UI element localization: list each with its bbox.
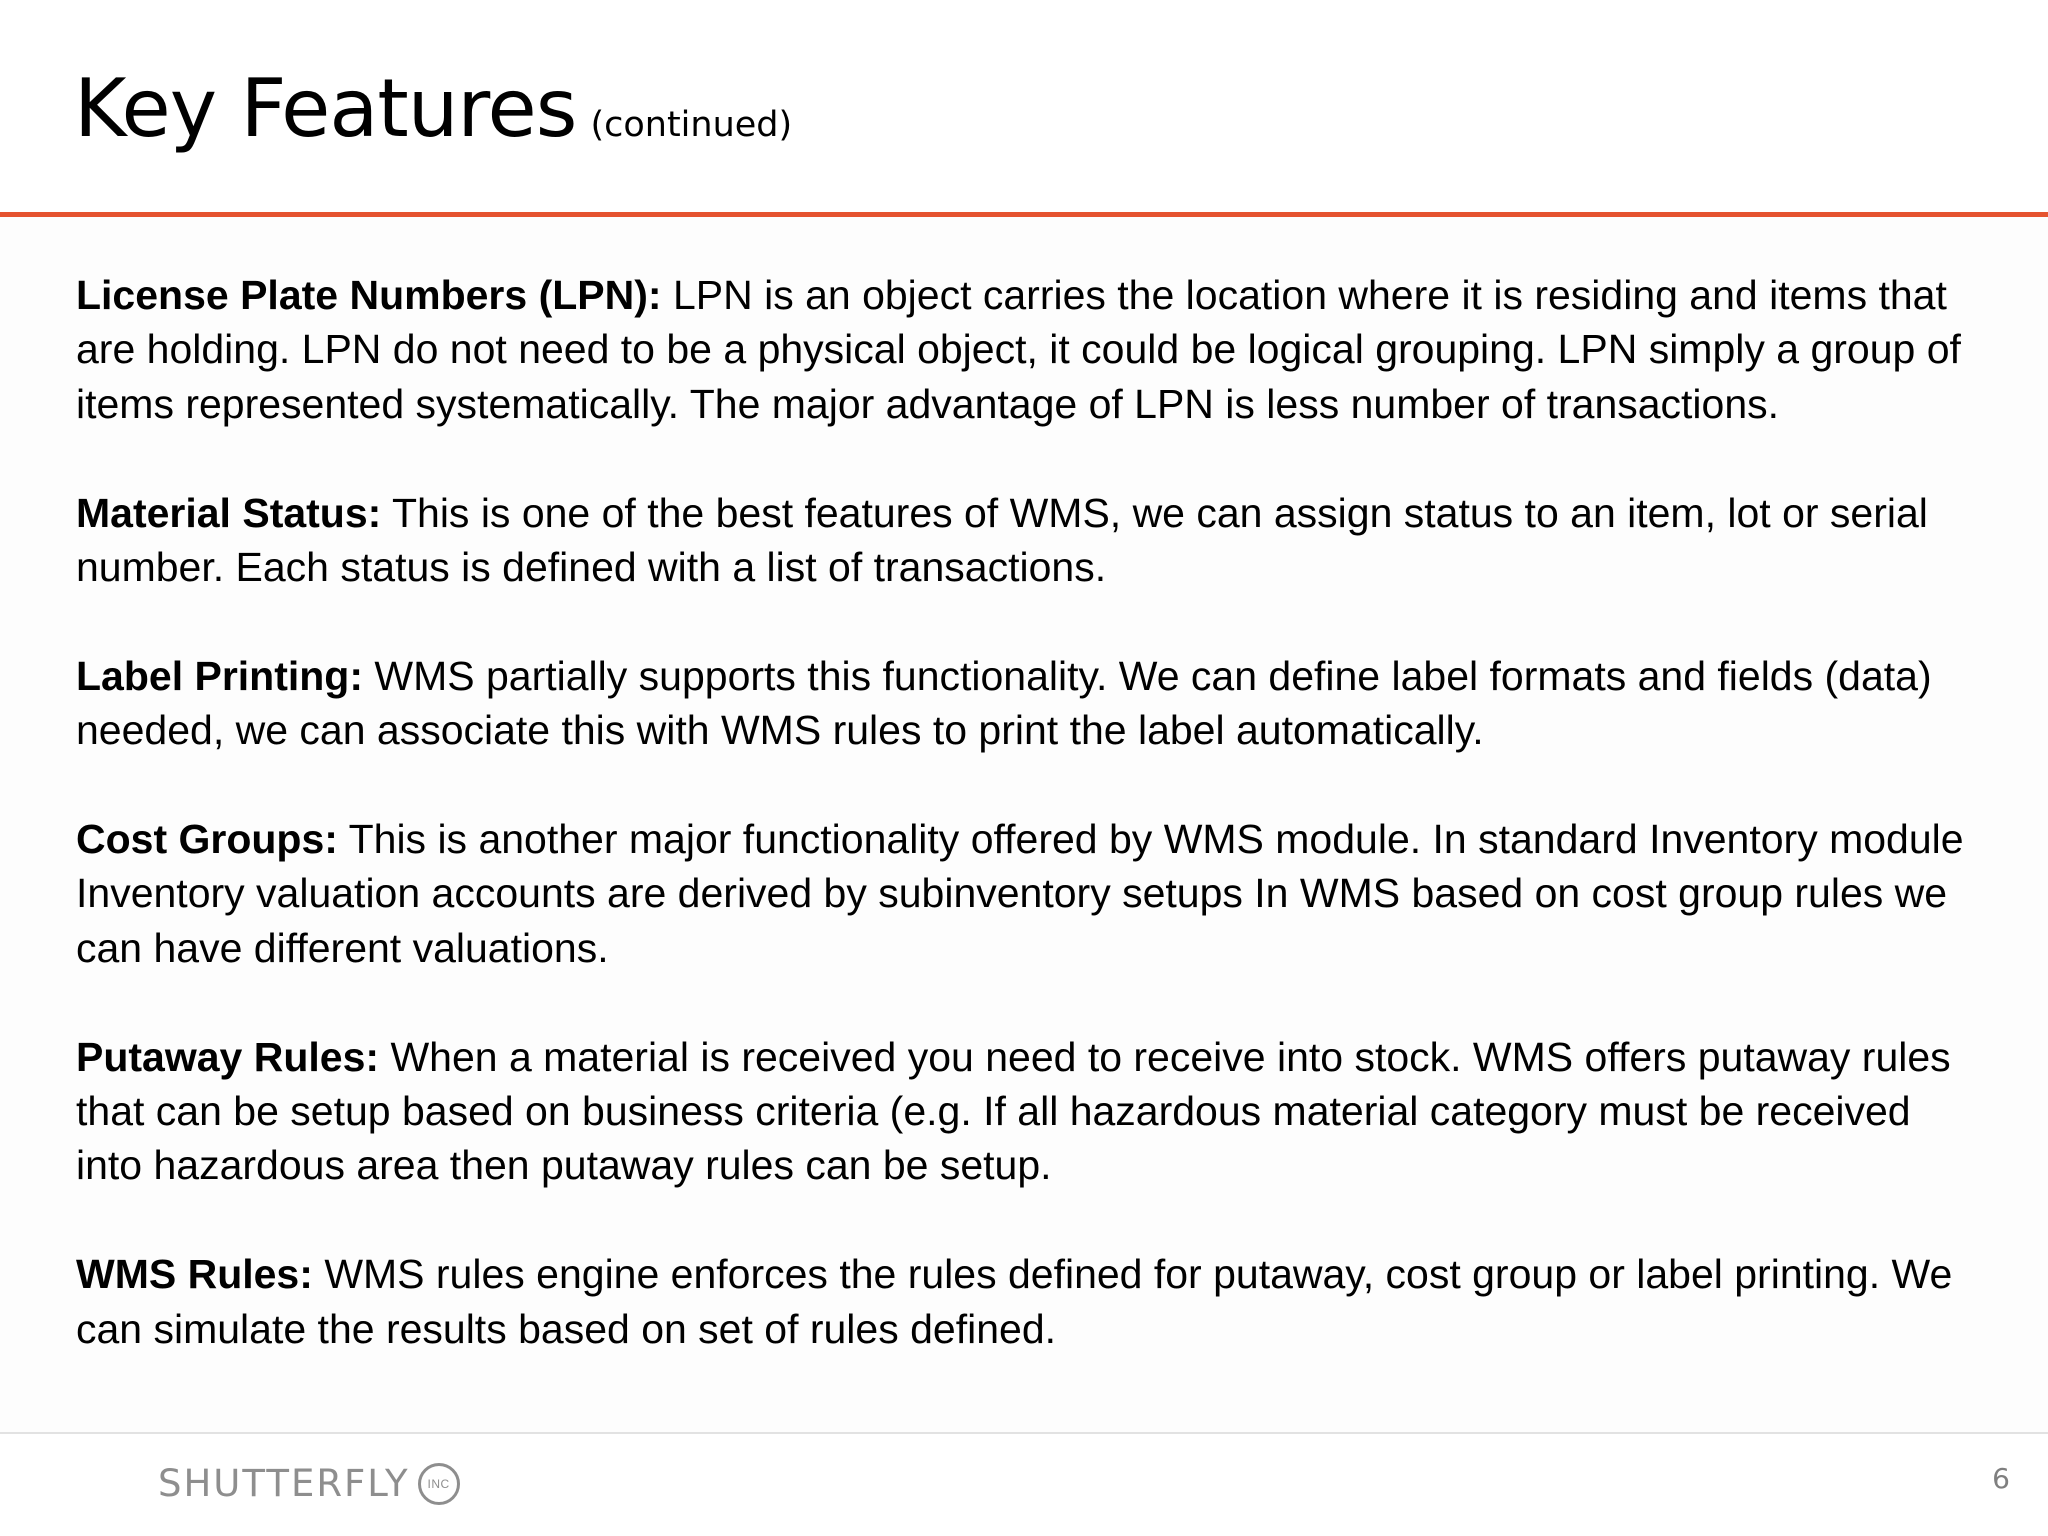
feature-text: WMS partially supports this functionality. We can define label formats and fields (data) needed, we can associate this with WMS rules to print the label automatically. bbox=[76, 652, 1932, 754]
feature-label-printing bbox=[76, 649, 1976, 758]
feature-label: Material Status: bbox=[76, 489, 382, 536]
logo-inc-badge: INC bbox=[418, 1463, 460, 1505]
shutterfly-logo bbox=[158, 1462, 460, 1505]
feature-text: This is one of the best features of WMS, we can assign status to an item, lot or serial number. Each status is defined with a list of transactions. bbox=[76, 489, 1928, 591]
feature-list bbox=[76, 268, 1976, 1356]
page-title bbox=[74, 62, 792, 155]
feature-text: This is another major functionality offered by WMS module. In standard Inventory module Inventory valuation accounts are derived by subinventory setups In WMS based on cost group rules we can have different valuations. bbox=[76, 816, 1964, 971]
slide-header bbox=[0, 0, 2048, 212]
feature-label: License Plate Numbers (LPN): bbox=[76, 272, 662, 318]
page-number: 6 bbox=[1992, 1462, 2010, 1495]
feature-label: Cost Groups: bbox=[76, 816, 338, 863]
title-main: Key Features bbox=[74, 62, 577, 155]
feature-text: WMS rules engine enforces the rules defined for putaway, cost group or label printing. We can simulate the results based on set of rules defined. bbox=[76, 1251, 1953, 1352]
title-subtitle: (continued) bbox=[590, 105, 793, 145]
feature-material-status bbox=[76, 486, 1976, 595]
feature-label: Putaway Rules: bbox=[76, 1033, 380, 1080]
title-divider bbox=[0, 212, 2048, 217]
logo-text: SHUTTERFLY bbox=[158, 1462, 410, 1505]
feature-wms-rules bbox=[76, 1247, 1976, 1356]
feature-text: When a material is received you need to receive into stock. WMS offers putaway rules that can be setup based on business criteria (e.g. If all hazardous material category must be received into hazardous area then putaway rules can be setup. bbox=[76, 1033, 1951, 1189]
feature-label: WMS Rules: bbox=[76, 1251, 313, 1298]
feature-lpn bbox=[76, 268, 1976, 431]
feature-putaway-rules bbox=[76, 1030, 1976, 1193]
feature-cost-groups bbox=[76, 812, 1976, 975]
feature-label: Label Printing: bbox=[76, 652, 363, 699]
feature-text: LPN is an object carries the location where it is residing and items that are holding. LPN do not need to be a physical object, it could be logical grouping. LPN simply a group of items represented systematically. The major advantage of LPN is less number of transactions. bbox=[76, 272, 1961, 427]
